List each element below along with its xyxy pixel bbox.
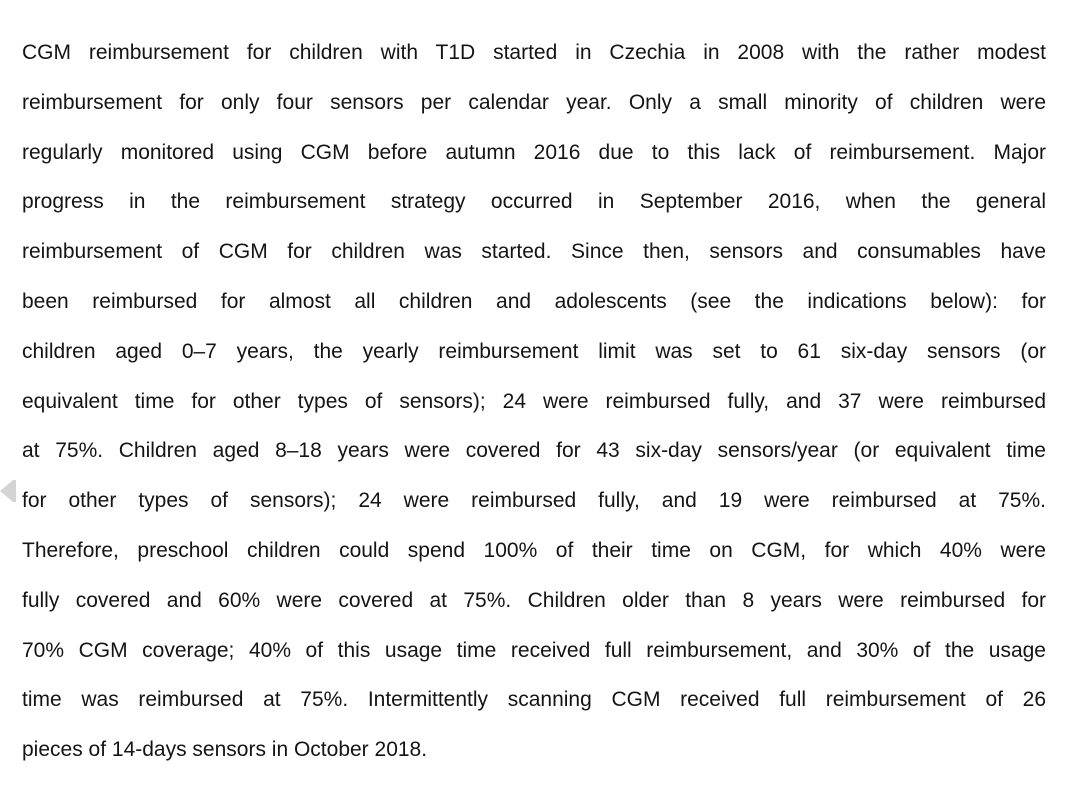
text-line: for other types of sensors); 24 were reimbursed fully, and 19 were reimbursed at 75%.: [22, 489, 1046, 513]
text-line: reimbursement of CGM for children was started. Since then, sensors and consumables have: [22, 240, 1046, 264]
text-line: Therefore, preschool children could spend 100% of their time on CGM, for which 40% were: [22, 538, 1046, 562]
text-line: pieces of 14-days sensors in October 2018.: [22, 738, 428, 762]
text-line: equivalent time for other types of sensors); 24 were reimbursed fully, and 37 were reimbursed: [22, 389, 1046, 413]
text-line: reimbursement for only four sensors per calendar year. Only a small minority of children were: [22, 90, 1046, 114]
margin-marker-icon: [0, 480, 13, 502]
margin-marker-bar: [13, 480, 16, 502]
text-line: fully covered and 60% were covered at 75%. Children older than 8 years were reimbursed for: [22, 588, 1046, 612]
text-line: been reimbursed for almost all children and adolescents (see the indications below): for: [22, 289, 1046, 313]
text-line: 70% CGM coverage; 40% of this usage time received full reimbursement, and 30% of the usage: [22, 638, 1046, 662]
body-paragraph: [22, 28, 1046, 775]
text-line: at 75%. Children aged 8–18 years were covered for 43 six-day sensors/year (or equivalent time: [22, 439, 1046, 463]
text-line: progress in the reimbursement strategy occurred in September 2016, when the general: [22, 190, 1046, 214]
text-line: CGM reimbursement for children with T1D started in Czechia in 2008 with the rather modest: [22, 41, 1046, 64]
text-line: children aged 0–7 years, the yearly reimbursement limit was set to 61 six-day sensors (or: [22, 339, 1046, 363]
text-line: time was reimbursed at 75%. Intermittently scanning CGM received full reimbursement of 26: [22, 688, 1046, 712]
text-line: regularly monitored using CGM before autumn 2016 due to this lack of reimbursement. Major: [22, 140, 1046, 164]
